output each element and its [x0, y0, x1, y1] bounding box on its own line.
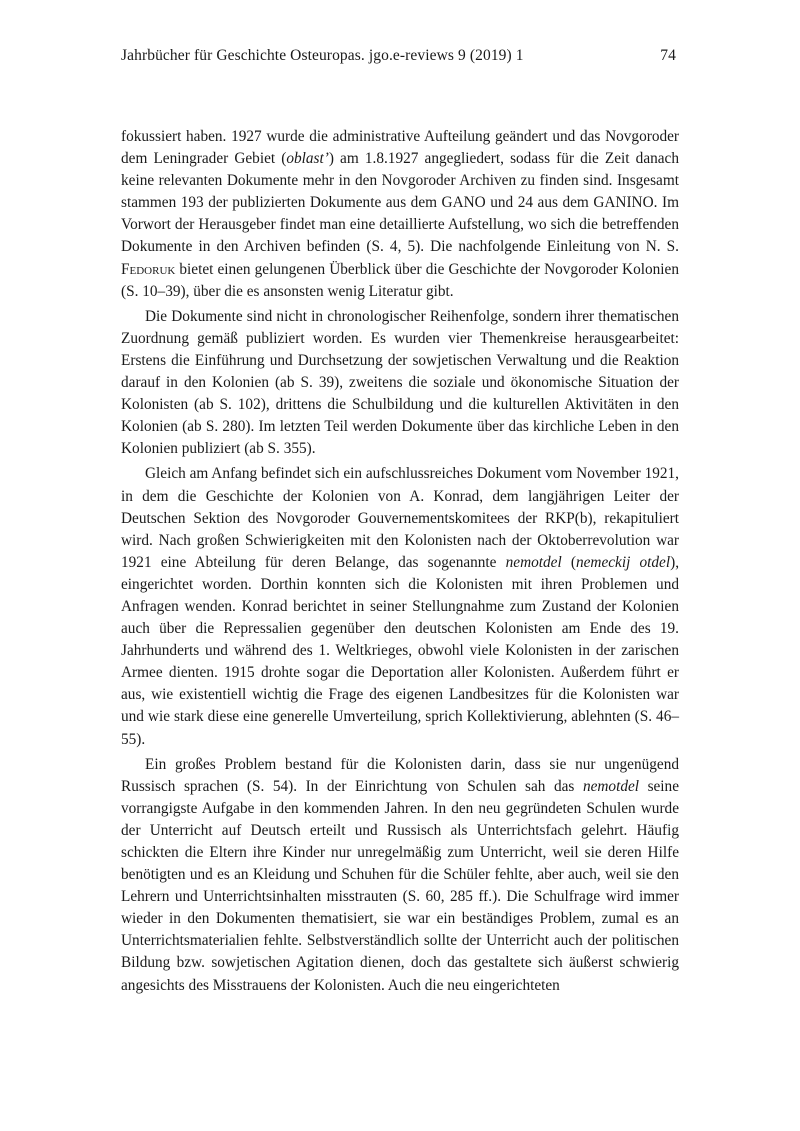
article-body: [121, 126, 679, 1000]
term-oblast: oblast’: [286, 150, 329, 168]
paragraph-1-text-a: fokussiert haben. 1927 wurde die administrative Aufteilung geändert und das Novgoroder dem Leningrader Gebiet (: [121, 128, 679, 168]
paragraph-3-text-a: Gleich am Anfang befindet sich ein aufschlussreiches Dokument vom November 1921, in dem die Geschichte der Kolonien von A. Konrad, dem langjährigen Leiter der Deutschen Sektion des Novgoroder Gouvernementskomitees der RKP(b), rekapituliert wird. Nach großen Schwierigkeiten mit den Kolonisten nach der Oktoberrevolution war 1921 eine Abteilung für deren Belange, das sogenannte: [121, 465, 679, 571]
paragraph-1: [121, 126, 679, 303]
paragraph-4-text-a: Ein großes Problem bestand für die Kolonisten darin, dass sie nur ungenügend Russisch sprachen (S. 54). In der Einrichtung von Schulen sah das: [121, 755, 679, 795]
paragraph-3: [121, 463, 679, 750]
paragraph-3-text-c: ), eingerichtet worden. Dorthin konnten sich die Kolonisten mit ihren Problemen und Anfragen wenden. Konrad berichtet in seiner Stellungnahme zum Zustand der Kolonien auch über die Repressalien gegenüber den deutschen Kolonisten am Ende des 19. Jahrhunderts und während des 1. Weltkrieges, obwohl viele Kolonisten in der zarischen Armee dienten. 1915 drohte sogar die Deportation aller Kolonisten. Außerdem führt er aus, wie existentiell wichtig die Frage des eigenen Landbesitzes für die Kolonisten war und wie stark diese eine generelle Umverteilung, sprich Kollektivierung, ablehnten (S. 46–55).: [121, 553, 680, 748]
term-nemotdel-2: nemotdel: [582, 777, 640, 795]
running-header: [121, 47, 676, 65]
term-nemotdel: nemotdel: [505, 553, 562, 571]
author-name-fedoruk: Fedoruk: [121, 260, 176, 278]
term-nemeckij-otdel: nemeckij otdel: [575, 553, 671, 571]
paragraph-1-text-b: ) am 1.8.1927 angegliedert, sodass für die Zeit danach keine relevanten Dokumente mehr in den Novgoroder Archiven zu finden sind. Insgesamt stammen 193 der publizierten Dokumente aus dem GANO und 24 aus dem GANINO. Im Vorwort der Herausgeber findet man eine detaillierte Aufstellung, wo sich die betreffenden Dokumente in den Archiven befinden (S. 4, 5). Die nachfolgende Einleitung von N. S.: [121, 150, 679, 256]
paragraph-3-text-b: (: [561, 553, 576, 571]
paragraph-2: Die Dokumente sind nicht in chronologischer Reihenfolge, sondern ihrer thematischen Zuordnung gemäß publiziert worden. Es wurden vier Themenkreise herausgearbeitet: Erstens die Einführung und Durchsetzung der sowjetischen Verwaltung und die Reaktion darauf in den Kolonien (ab S. 39), zweitens die soziale und ökonomische Situation der Kolonisten (ab S. 102), drittens die Schulbildung und die kulturellen Aktivitäten in den Kolonien (ab S. 280). Im letzten Teil werden Dokumente über das kirchliche Leben in den Kolonien publiziert (ab S. 355).: [121, 307, 679, 458]
paragraph-4-text-b: seine vorrangigste Aufgabe in den kommenden Jahren. In den neu gegründeten Schulen wurde der Unterricht auf Deutsch erteilt und Russisch als Unterrichtsfach gelehrt. Häufig schickten die Eltern ihre Kinder nur unregelmäßig zum Unterricht, weil sie deren Hilfe benötigten und es an Kleidung und Schuhen für die Schüler fehlte, aber auch, weil sie den Lehrern und Unterrichtsinhalten misstrauten (S. 60, 285 ff.). Die Schulfrage wird immer wieder in den Dokumenten thematisiert, sie war ein beständiges Problem, zumal es an Unterrichtsmaterialien fehlte. Selbstverständlich sollte der Unterricht auch der politischen Bildung bzw. sowjetischen Agitation dienen, doch das gestaltete sich äußerst schwierig angesichts des Misstrauens der Kolonisten. Auch die neu eingerichteten: [121, 777, 679, 994]
page-number: 74: [660, 47, 676, 64]
paragraph-4: [121, 754, 679, 997]
journal-title: Jahrbücher für Geschichte Osteuropas. jgo.e-reviews 9 (2019) 1: [121, 47, 524, 64]
paragraph-1-text-c: bietet einen gelungenen Überblick über die Geschichte der Novgoroder Kolonien (S. 10–39), über die es ansonsten wenig Literatur gibt.: [121, 260, 679, 300]
